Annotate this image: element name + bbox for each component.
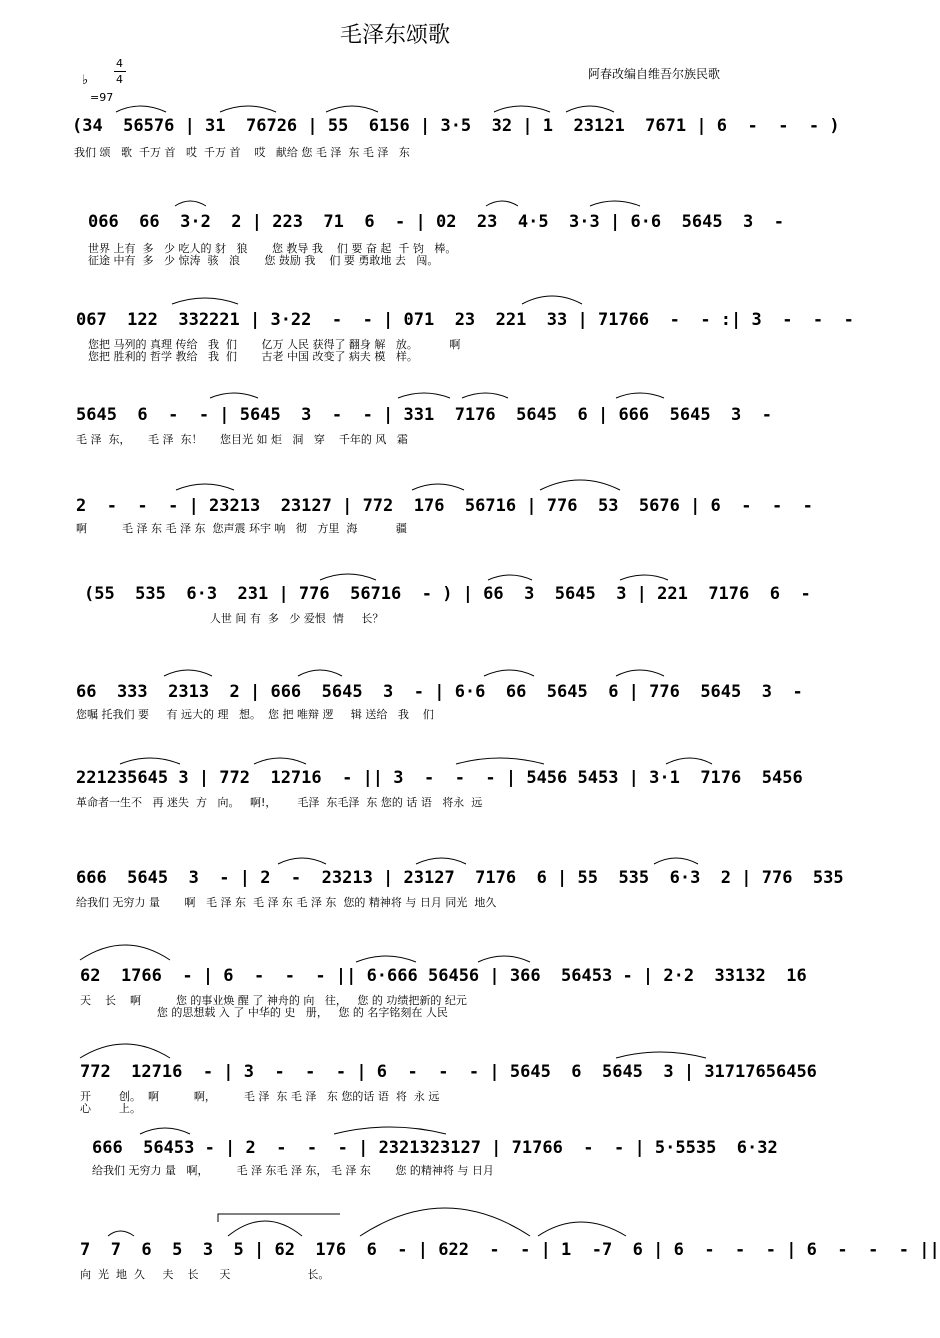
lyrics-line: 世界 上有 多 少 吃人的 豺 狼 您 教导 我 们 要 奋 起 千 钧 棒。	[88, 242, 457, 255]
slur	[616, 1052, 706, 1058]
lyrics-line: 心 上。	[80, 1102, 141, 1115]
slur	[494, 106, 550, 112]
slur	[620, 575, 668, 580]
slur	[320, 574, 376, 580]
slur	[140, 1128, 190, 1134]
notes-line: (34 56576 | 31 76726 | 55 6156 | 3·5 32 | 1 23121 7671 | 6 - - - )	[72, 116, 840, 136]
notes-line: 666 56453 - | 2 - - - | 2321323127 | 71766 - - | 5·5535 6·32	[92, 1138, 778, 1158]
time-signature-bar	[114, 71, 126, 72]
slur	[254, 758, 306, 764]
key-signature: ♭	[82, 73, 89, 88]
time-signature-bottom: 4	[116, 73, 123, 86]
slur	[176, 484, 234, 490]
notes-line: 067 122 332221 | 3·22 - - | 071 23 221 33 | 71766 - - :| 3 - - -	[76, 310, 854, 330]
lyrics-line: 毛 泽 东， 毛 泽 东！ 您目光 如 炬 洞 穿 千年的 风 霜	[76, 433, 408, 446]
slur	[175, 201, 206, 206]
lyrics-line: 啊 毛 泽 东 毛 泽 东 您声震 环宇 响 彻 方里 海 疆	[76, 522, 407, 535]
slur	[108, 1231, 134, 1236]
time-signature-top: 4	[116, 57, 123, 70]
notes-line: 66 333 2313 2 | 666 5645 3 - | 6·6 66 5645 6 | 776 5645 3 -	[76, 682, 803, 702]
slur	[654, 858, 698, 864]
notes-line: 5645 6 - - | 5645 3 - - | 331 7176 5645 6 | 666 5645 3 -	[76, 405, 772, 425]
notes-line: 7 7 6 5 3 5 | 62 176 6 - | 622 - - | 1 -7 6 | 6 - - - | 6 - - - ||	[80, 1240, 940, 1260]
lyrics-line: 向 光 地 久 夫 长 天 长。	[80, 1268, 330, 1281]
notes-line: 772 12716 - | 3 - - - | 6 - - - | 5645 6 5645 3 | 31717656456	[80, 1062, 817, 1082]
lyrics-line: 开 创。 啊 啊， 毛 泽 东 毛 泽 东 您的话 语 将 永 远	[80, 1090, 440, 1103]
slur	[416, 858, 466, 864]
slur	[80, 945, 170, 960]
notes-line: 666 5645 3 - | 2 - 23213 | 23127 7176 6 | 55 535 6·3 2 | 776 535	[76, 868, 844, 888]
slur	[666, 758, 712, 764]
slur	[172, 298, 238, 304]
lyrics-line: 我们 颂 歌 千万 首 哎 千万 首 哎 献给 您 毛 泽 东 毛 泽 东	[74, 146, 410, 159]
slur	[120, 758, 180, 764]
lyrics-line: 人世 间 有 多 少 爱恨 情 长？	[84, 612, 384, 625]
slur	[566, 106, 614, 112]
slur	[334, 1127, 446, 1134]
slur	[590, 201, 640, 206]
notes-line: 2 - - - | 23213 23127 | 772 176 56716 | 776 53 5676 | 6 - - -	[76, 496, 813, 516]
lyrics-line: 您把 胜利的 哲学 教给 我 们 古老 中国 改变了 病夫 模 样。	[88, 350, 418, 363]
tempo-marking	[78, 55, 148, 105]
slur	[356, 956, 416, 962]
volta-bracket	[218, 1214, 340, 1222]
slur	[210, 393, 258, 398]
slur	[278, 858, 326, 864]
slur	[80, 1044, 170, 1058]
notes-line: 221235645 3 | 772 12716 - || 3 - - - | 5456 5453 | 3·1 7176 5456	[76, 768, 803, 788]
slur	[478, 956, 530, 962]
notes-line: (55 535 6·3 231 | 776 56716 - ) | 66 3 5645 3 | 221 7176 6 -	[84, 584, 811, 604]
slur	[298, 670, 342, 676]
slur	[488, 575, 532, 580]
slur	[486, 201, 518, 206]
slur	[522, 296, 582, 304]
tempo-value: =97	[90, 91, 114, 104]
lyrics-line: 给我们 无穷力 量 啊， 毛 泽 东毛 泽 东， 毛 泽 东 您 的精神将 与 日月	[92, 1164, 494, 1177]
lyrics-line: 您 的思想载 入 了 中华的 史 册， 您 的 名字铭刻在 人民	[80, 1006, 448, 1019]
slur	[412, 484, 464, 490]
song-title: 毛泽东颂歌	[339, 23, 450, 48]
slur	[616, 393, 664, 398]
lyrics-line: 您嘱 托我们 要 有 远大的 理 想。 您 把 唯辩 逻 辑 送给 我 们	[76, 708, 434, 721]
lyrics-line: 天 长 啊 您 的事业焕 醒 了 神舟的 向 往， 您 的 功绩把新的 纪元	[80, 994, 467, 1007]
lyrics-line: 征途 中有 多 少 惊涛 骇 浪 您 鼓励 我 们 要 勇敢地 去 闯。	[88, 254, 439, 267]
song-credit: 阿春改编自维吾尔族民歌	[587, 67, 720, 81]
slur	[228, 1221, 302, 1236]
slur	[538, 1222, 626, 1236]
slur	[462, 393, 508, 398]
lyrics-line: 您把 马列的 真理 传给 我 们 亿万 人民 获得了 翻身 解 放。 啊	[88, 338, 461, 351]
slur	[398, 393, 450, 398]
slur	[540, 480, 620, 490]
notes-line: 62 1766 - | 6 - - - || 6·666 56456 | 366 56453 - | 2·2 33132 16	[80, 966, 807, 986]
slur	[116, 106, 166, 112]
slur	[456, 758, 544, 764]
lyrics-line: 革命者一生不 再 迷失 方 向。 啊!， 毛泽 东毛泽 东 您的 话 语 将永 远	[76, 796, 483, 809]
lyrics-line: 给我们 无穷力 量 啊 毛 泽 东 毛 泽 东 毛 泽 东 您的 精神将 与 日月 同光 地久	[76, 896, 497, 909]
slur	[164, 670, 212, 676]
slur	[616, 670, 664, 676]
slur	[484, 670, 534, 676]
slur	[360, 1208, 530, 1236]
slur	[326, 106, 378, 112]
slur	[220, 106, 276, 112]
notes-line: 066 66 3·2 2 | 223 71 6 - | 02 23 4·5 3·3 | 6·6 5645 3 -	[88, 212, 784, 232]
